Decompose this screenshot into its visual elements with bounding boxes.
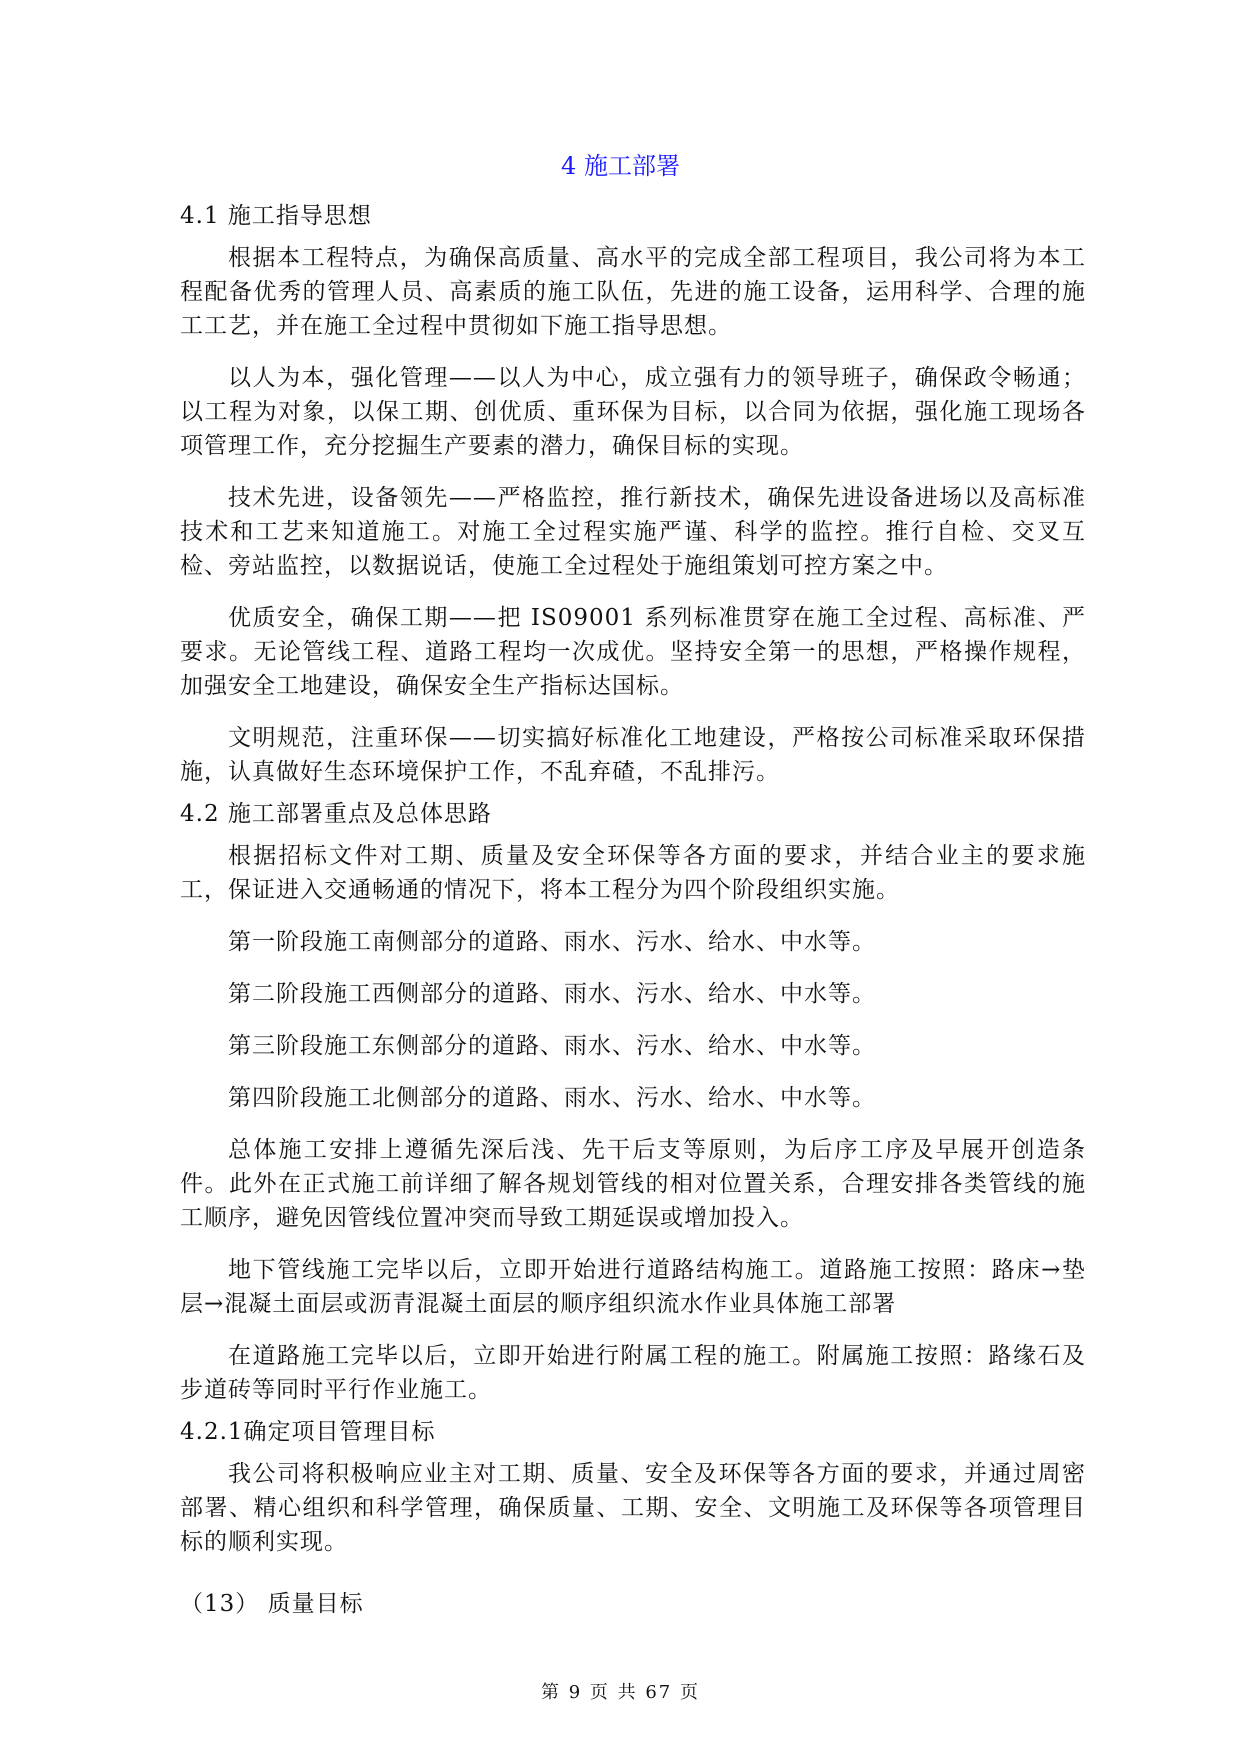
paragraph: 根据招标文件对工期、质量及安全环保等各方面的要求，并结合业主的要求施工，保证进入交通畅通的情况下，将本工程分为四个阶段组织实施。 [180,843,1086,903]
phase-item: 第一阶段施工南侧部分的道路、雨水、污水、给水、中水等。 [228,929,876,955]
paragraph: 以人为本，强化管理——以人为中心，成立强有力的领导班子，确保政令畅通；以工程为对象，以保工期、创优质、重环保为目标，以合同为依据，强化施工现场各项管理工作，充分挖掘生产要素的潜力，确保目标的实现。 [180,365,1086,459]
paragraph: 文明规范，注重环保——切实搞好标准化工地建设，严格按公司标准采取环保措施，认真做好生态环境保护工作，不乱弃碴，不乱排污。 [180,725,1086,785]
document-body [180,199,1086,1621]
phase-item: 第四阶段施工北侧部分的道路、雨水、污水、给水、中水等。 [228,1085,876,1111]
page-footer: 第 9 页 共 67 页 [541,1682,700,1703]
paragraph: 技术先进，设备领先——严格监控，推行新技术，确保先进设备进场以及高标准技术和工艺来知道施工。对施工全过程实施严谨、科学的监控。推行自检、交叉互检、旁站监控，以数据说话，使施工全过程处于施组策划可控方案之中。 [180,485,1086,579]
chapter-title: 4 施工部署 [561,152,680,180]
phase-item: 第三阶段施工东侧部分的道路、雨水、污水、给水、中水等。 [228,1033,876,1059]
paragraph: 地下管线施工完毕以后，立即开始进行道路结构施工。道路施工按照：路床→垫层→混凝土面层或沥青混凝土面层的顺序组织流水作业具体施工部署 [180,1257,1086,1317]
section-heading-4-2: 4.2 施工部署重点及总体思路 [180,801,492,827]
paragraph: 在道路施工完毕以后，立即开始进行附属工程的施工。附属施工按照：路缘石及步道砖等同时平行作业施工。 [180,1343,1086,1403]
section-heading-quality-target: （13） 质量目标 [180,1591,364,1617]
paragraph: 优质安全，确保工期——把 IS09001 系列标准贯穿在施工全过程、高标准、严要求。无论管线工程、道路工程均一次成优。坚持安全第一的思想，严格操作规程，加强安全工地建设，确保安全生产指标达国标。 [180,605,1086,699]
section-heading-4-1: 4.1 施工指导思想 [180,203,372,229]
paragraph: 我公司将积极响应业主对工期、质量、安全及环保等各方面的要求，并通过周密部署、精心组织和科学管理，确保质量、工期、安全、文明施工及环保等各项管理目标的顺利实现。 [180,1461,1086,1555]
section-heading-4-2-1: 4.2.1确定项目管理目标 [180,1419,436,1445]
paragraph: 根据本工程特点，为确保高质量、高水平的完成全部工程项目，我公司将为本工程配备优秀的管理人员、高素质的施工队伍，先进的施工设备，运用科学、合理的施工工艺，并在施工全过程中贯彻如下施工指导思想。 [180,245,1086,339]
paragraph: 总体施工安排上遵循先深后浅、先干后支等原则，为后序工序及早展开创造条件。此外在正式施工前详细了解各规划管线的相对位置关系，合理安排各类管线的施工顺序，避免因管线位置冲突而导致工期延误或增加投入。 [180,1137,1086,1231]
phase-item: 第二阶段施工西侧部分的道路、雨水、污水、给水、中水等。 [228,981,876,1007]
